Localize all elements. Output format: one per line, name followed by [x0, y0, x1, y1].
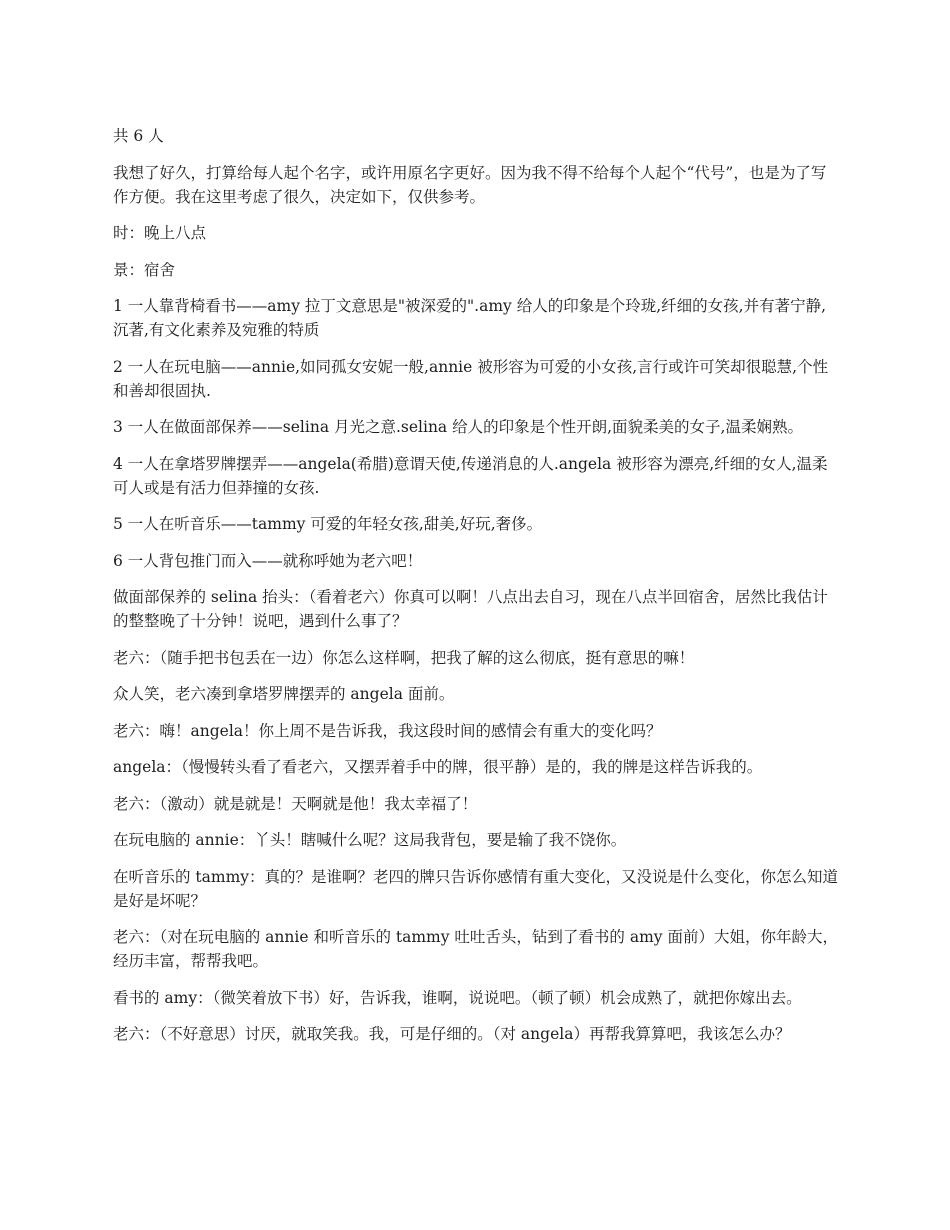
dialogue-line: 老六：（激动）就是就是！天啊就是他！我太幸福了！: [113, 794, 478, 813]
dialogue-line: 老六：（随手把书包丢在一边）你怎么这样啊，把我了解的这么彻底，挺有意思的嘛！: [113, 648, 695, 667]
paragraph-character-amy: 1 一人靠背椅看书——amy 拉丁文意思是"被深爱的".amy 给人的印象是个玲珑,纤细的女孩,并有著宁静,沉著,有文化素养及宛雅的特质: [113, 297, 827, 339]
dialogue-line: 看书的 amy：（微笑着放下书）好，告诉我，谁啊，说说吧。（顿了顿）机会成熟了，就把你嫁出去。: [113, 988, 802, 1007]
paragraph-character-laoliu: 6 一人背包推门而入——就称呼她为老六吧！: [113, 551, 423, 570]
dialogue-line: 做面部保养的 selina 抬头：（看着老六）你真可以啊！八点出去自习，现在八点半回宿舍，居然比我估计的整整晚了十分钟！说吧，遇到什么事了？: [113, 588, 828, 630]
dialogue-line: 老六：嗨！angela！你上周不是告诉我，我这段时间的感情会有重大的变化吗？: [113, 721, 662, 740]
dialogue-line: angela：（慢慢转头看了看老六，又摆弄着手中的牌，很平静）是的，我的牌是这样告诉我的。: [113, 758, 763, 776]
paragraph-scene: 景：宿舍: [113, 260, 176, 279]
paragraph-character-tammy: 5 一人在听音乐——tammy 可爱的年轻女孩,甜美,好玩,奢侈。: [113, 515, 543, 533]
stage-direction: 众人笑，老六凑到拿塔罗牌摆弄的 angela 面前。: [113, 685, 455, 703]
paragraph-character-annie: 2 一人在玩电脑——annie,如同孤女安妮一般,annie 被形容为可爱的小女孩,言行或许可笑却很聪慧,个性和善却很固执.: [113, 357, 829, 400]
dialogue-line: 在玩电脑的 annie：丫头！瞎喊什么呢？这局我背包，要是输了我不饶你。: [113, 831, 627, 849]
paragraph-time: 时：晚上八点: [113, 224, 207, 242]
paragraph-character-angela: 4 一人在拿塔罗牌摆弄——angela(希腊)意谓天使,传递消息的人.angela 被形容为漂亮,纤细的女人,温柔可人或是有活力但莽撞的女孩.: [113, 454, 828, 497]
paragraph-intro: 我想了好久，打算给每人起个名字，或许用原名字更好。因为我不得不给每个人起个“代号”，也是为了写作方便。我在这里考虑了很久，决定如下，仅供参考。: [113, 163, 827, 206]
document-body: [113, 124, 839, 1059]
paragraph-cast-count: 共 6 人: [113, 127, 164, 145]
dialogue-line: 在听音乐的 tammy：真的？是谁啊？老四的牌只告诉你感情有重大变化，又没说是什么变化，你怎么知道是好是坏呢？: [113, 867, 839, 910]
dialogue-line: 老六：（对在玩电脑的 annie 和听音乐的 tammy 吐吐舌头，钻到了看书的 amy 面前）大姐，你年龄大，经历丰富，帮帮我吧。: [113, 928, 838, 970]
paragraph-character-selina: 3 一人在做面部保养——selina 月光之意.selina 给人的印象是个性开朗,面貌柔美的女子,温柔娴熟。: [113, 418, 803, 436]
dialogue-line: 老六：（不好意思）讨厌，就取笑我。我，可是仔细的。（对 angela）再帮我算算吧，我该怎么办？: [113, 1025, 791, 1043]
